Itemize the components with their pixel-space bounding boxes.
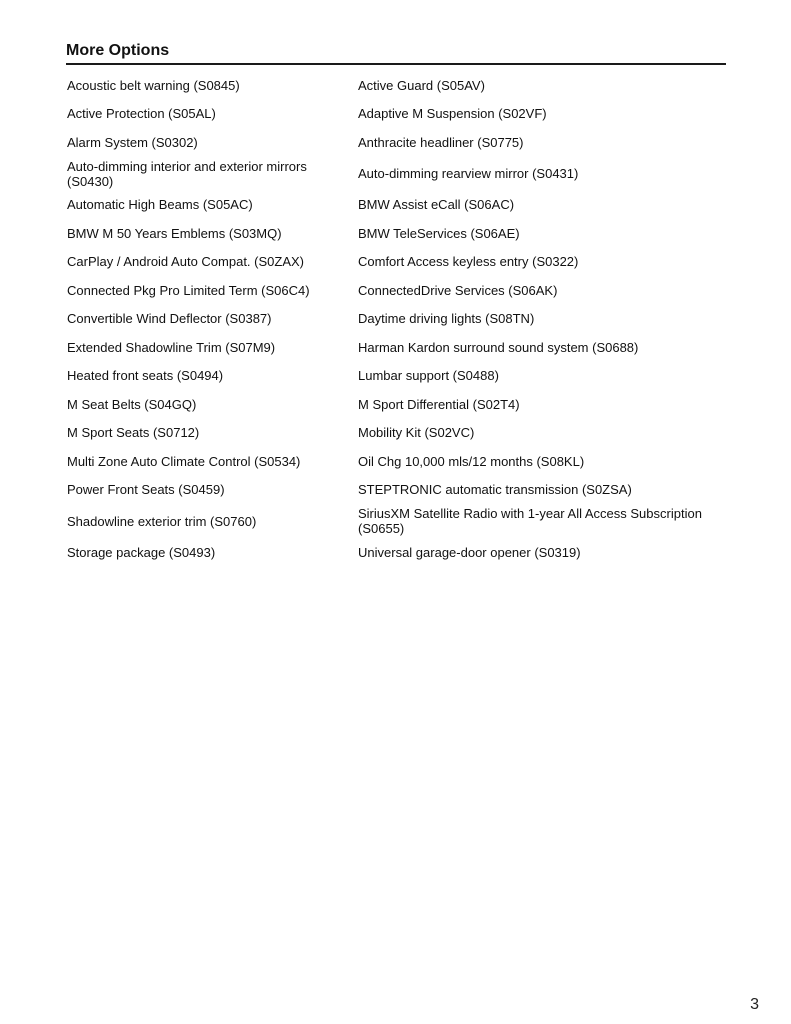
section-title: More Options — [66, 38, 726, 65]
table-row — [66, 362, 728, 391]
table-row — [66, 538, 728, 567]
option-item: Multi Zone Auto Climate Control (S0534) — [67, 453, 301, 469]
more-options-section — [66, 38, 726, 567]
option-item: STEPTRONIC automatic transmission (S0ZSA) — [358, 482, 632, 498]
option-item: Alarm System (S0302) — [67, 134, 198, 150]
table-row — [66, 219, 728, 248]
option-item: Lumbar support (S0488) — [358, 368, 499, 384]
option-item: Universal garage-door opener (S0319) — [358, 544, 581, 560]
table-row — [66, 191, 728, 220]
table-row — [66, 419, 728, 448]
option-item: Connected Pkg Pro Limited Term (S06C4) — [67, 282, 310, 298]
table-row — [66, 128, 728, 157]
option-item: M Sport Seats (S0712) — [67, 425, 200, 441]
option-item: Daytime driving lights (S08TN) — [358, 311, 535, 327]
option-item: Active Guard (S05AV) — [358, 77, 485, 93]
option-item: CarPlay / Android Auto Compat. (S0ZAX) — [67, 254, 304, 270]
option-item: Extended Shadowline Trim (S07M9) — [67, 339, 276, 355]
table-row — [66, 71, 728, 100]
option-item: ConnectedDrive Services (S06AK) — [358, 282, 558, 298]
option-item: Auto-dimming rearview mirror (S0431) — [358, 166, 579, 181]
option-item: Shadowline exterior trim (S0760) — [67, 513, 257, 529]
option-item: Adaptive M Suspension (S02VF) — [358, 106, 547, 122]
option-item: Auto-dimming interior and exterior mirrors (S0430) — [67, 158, 307, 189]
table-row — [66, 504, 728, 538]
table-row — [66, 476, 728, 505]
option-item: SiriusXM Satellite Radio with 1-year All Access Subscription (S0655) — [358, 506, 702, 536]
page-number: 3 — [750, 996, 759, 1013]
option-item: Storage package (S0493) — [67, 544, 216, 560]
option-item: Oil Chg 10,000 mls/12 months (S08KL) — [358, 453, 585, 469]
table-row — [66, 305, 728, 334]
option-item: Mobility Kit (S02VC) — [358, 425, 475, 441]
option-item: Convertible Wind Deflector (S0387) — [67, 311, 272, 327]
table-row — [66, 248, 728, 277]
option-item: M Sport Differential (S02T4) — [358, 396, 520, 412]
option-item: Anthracite headliner (S0775) — [358, 134, 524, 150]
table-row — [66, 276, 728, 305]
option-item: Harman Kardon surround sound system (S0688) — [358, 339, 639, 355]
option-item: Heated front seats (S0494) — [67, 368, 224, 384]
option-item: BMW M 50 Years Emblems (S03MQ) — [67, 225, 282, 241]
option-item: BMW TeleServices (S06AE) — [358, 225, 520, 241]
option-item: Automatic High Beams (S05AC) — [67, 197, 253, 213]
table-row — [66, 390, 728, 419]
options-table — [66, 71, 728, 567]
table-row — [66, 447, 728, 476]
option-item: Acoustic belt warning (S0845) — [67, 77, 240, 93]
option-item: M Seat Belts (S04GQ) — [67, 396, 197, 412]
option-item: Active Protection (S05AL) — [67, 106, 216, 122]
option-item: Power Front Seats (S0459) — [67, 482, 225, 498]
option-item: BMW Assist eCall (S06AC) — [358, 197, 515, 213]
table-row — [66, 157, 728, 191]
table-row — [66, 333, 728, 362]
table-row — [66, 100, 728, 129]
option-item: Comfort Access keyless entry (S0322) — [358, 254, 579, 270]
